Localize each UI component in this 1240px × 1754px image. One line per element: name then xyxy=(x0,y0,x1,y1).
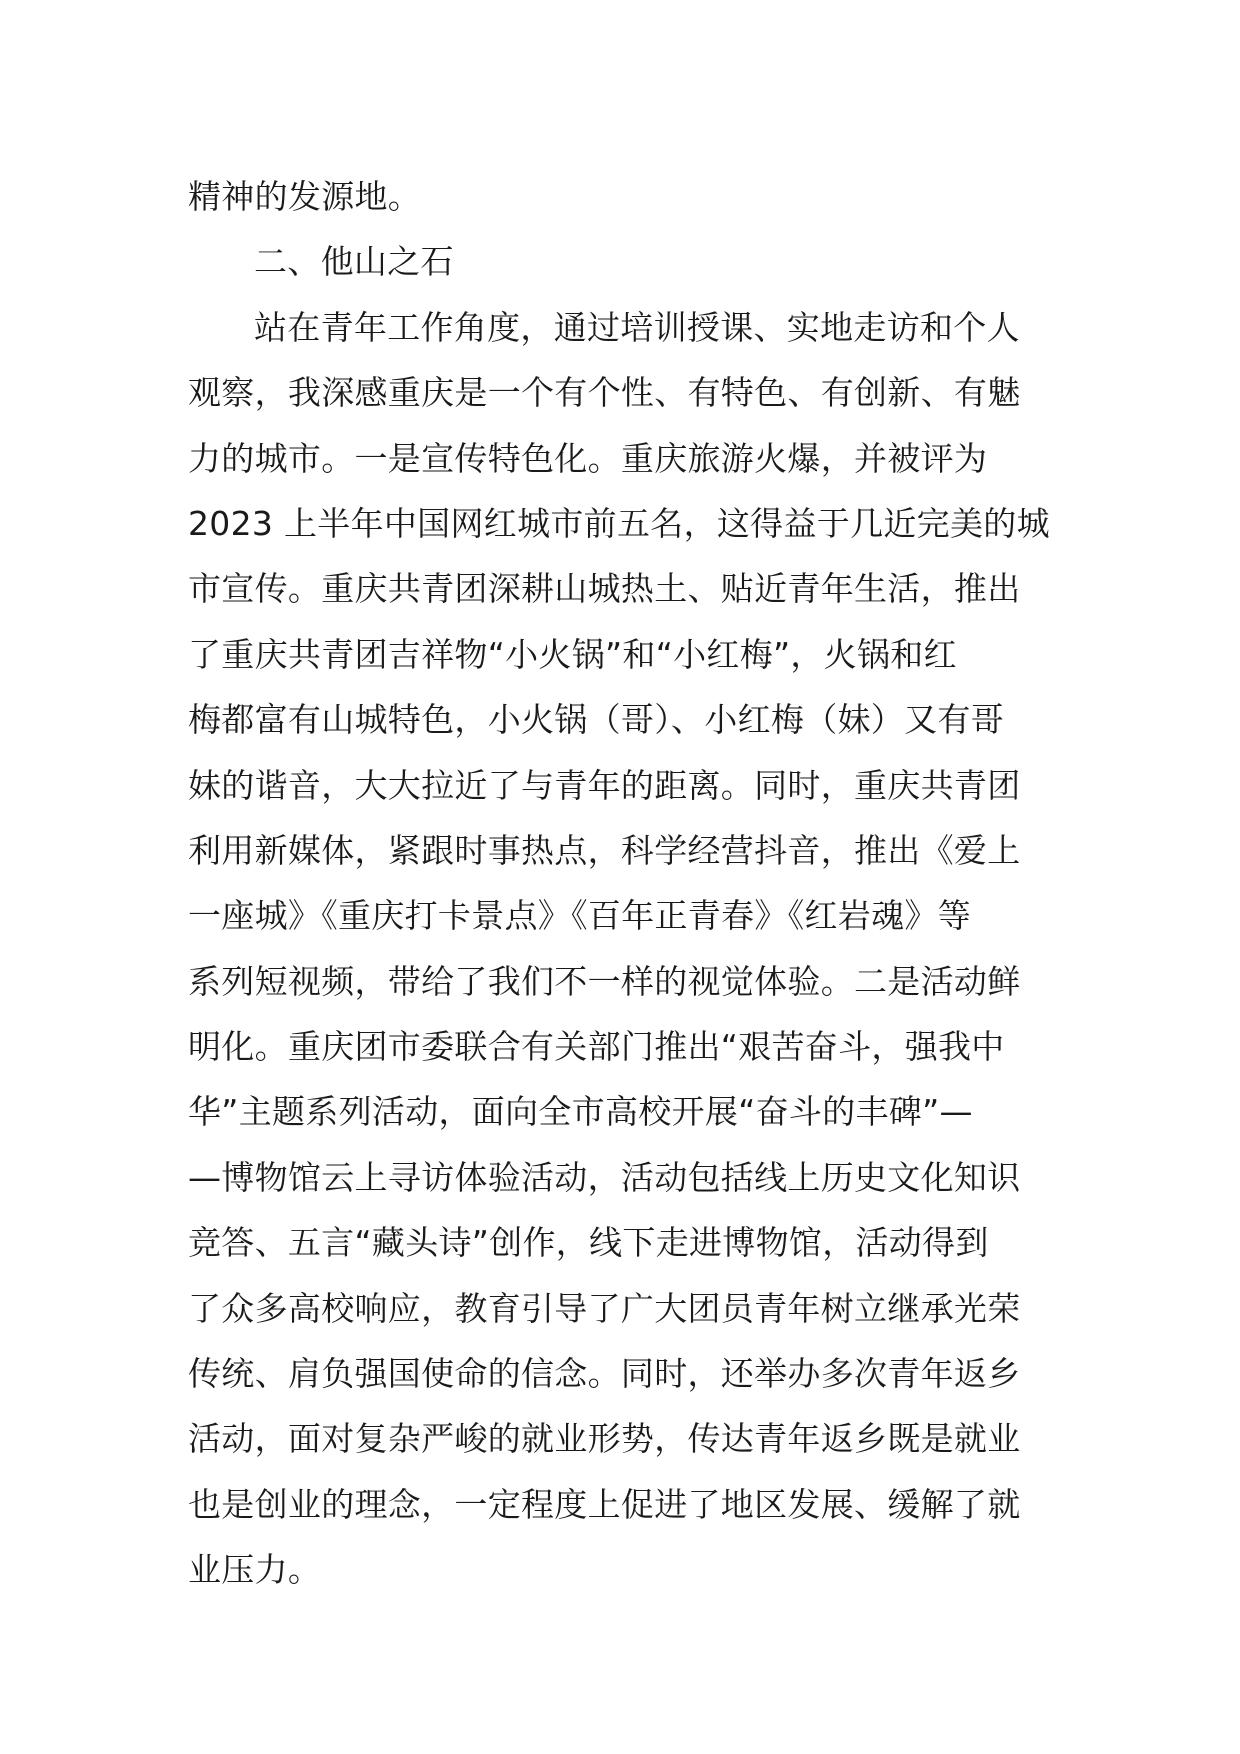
body-line: 2023 上半年中国网红城市前五名，这得益于几近完美的城 xyxy=(188,503,1050,543)
body-line: 华”主题系列活动，面向全市高校开展“奋斗的丰碑”— xyxy=(188,1092,973,1132)
body-line: 站在青年工作角度，通过培训授课、实地走访和个人 xyxy=(254,307,1020,347)
document-body xyxy=(188,164,1058,1603)
body-line: —博物馆云上寻访体验活动，活动包括线上历史文化知识 xyxy=(188,1157,1021,1197)
body-line: 梅都富有山城特色，小火锅（哥）、小红梅（妹）又有哥 xyxy=(188,700,1004,740)
body-line: 明化。重庆团市委联合有关部门推出“艰苦奋斗，强我中 xyxy=(188,1027,1005,1067)
body-line: 系列短视频，带给了我们不一样的视觉体验。二是活动鲜 xyxy=(188,961,1021,1001)
body-line: 利用新媒体，紧跟时事热点，科学经营抖音，推出《爱上 xyxy=(188,830,1021,870)
body-line: 市宣传。重庆共青团深耕山城热土、贴近青年生活，推出 xyxy=(188,569,1021,609)
body-line: 活动，面对复杂严峻的就业形势，传达青年返乡既是就业 xyxy=(188,1419,1021,1459)
body-line: 了重庆共青团吉祥物“小火锅”和“小红梅”，火锅和红 xyxy=(188,634,957,674)
body-line: 也是创业的理念，一定程度上促进了地区发展、缓解了就 xyxy=(188,1484,1021,1524)
body-line: 观察，我深感重庆是一个有个性、有特色、有创新、有魅 xyxy=(188,373,1021,413)
body-line: 精神的发源地。 xyxy=(188,177,422,216)
body-line: 妹的谐音，大大拉近了与青年的距离。同时，重庆共青团 xyxy=(188,765,1021,805)
body-line: 了众多高校响应，教育引导了广大团员青年树立继承光荣 xyxy=(188,1288,1021,1328)
body-line: 力的城市。一是宣传特色化。重庆旅游火爆，并被评为 xyxy=(188,438,988,478)
body-line: 传统、肩负强国使命的信念。同时，还举办多次青年返乡 xyxy=(188,1354,1021,1394)
body-line: 竞答、五言“藏头诗”创作，线下走进博物馆，活动得到 xyxy=(188,1223,989,1263)
body-line: 一座城》《重庆打卡景点》《百年正青春》《红岩魂》等 xyxy=(188,896,971,936)
section-heading: 二、他山之石 xyxy=(254,242,454,282)
body-line: 业压力。 xyxy=(188,1550,322,1590)
